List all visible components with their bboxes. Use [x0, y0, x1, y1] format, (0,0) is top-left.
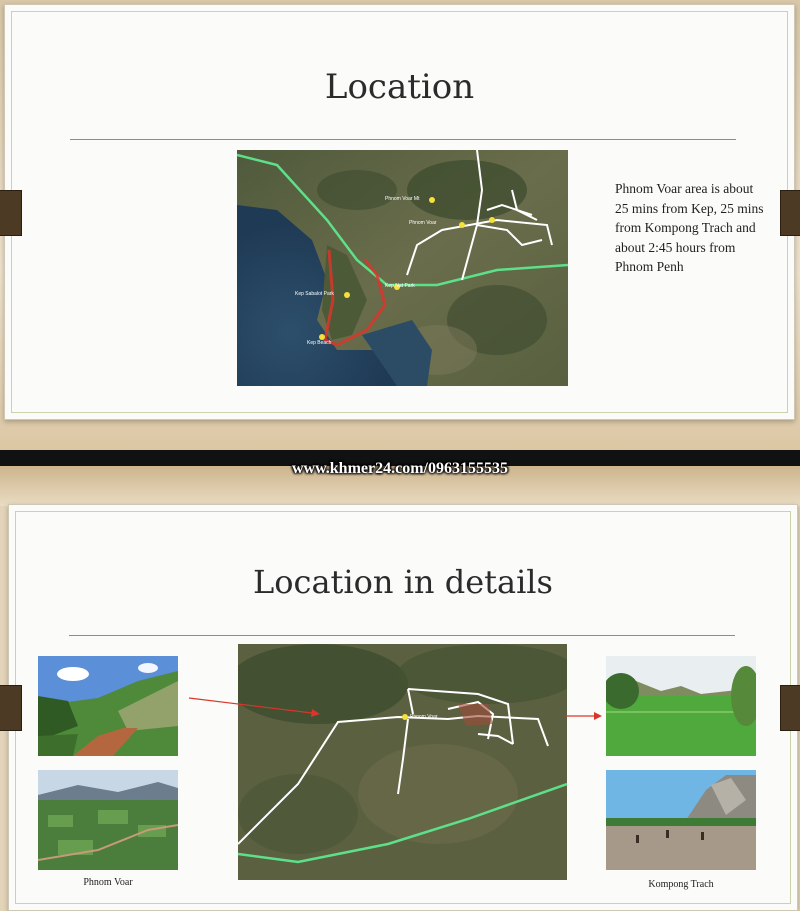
map-label-phnom-voar: Phnom Voar: [410, 714, 438, 720]
slide-title: Location: [324, 67, 475, 107]
arrow-right-icon: [187, 695, 322, 725]
slide-location: [4, 4, 795, 420]
watermark: www.khmer24.com/0963155535: [292, 460, 508, 477]
satellite-map-detail: [238, 644, 567, 880]
title-rule: [69, 635, 735, 636]
photo-kompong-trach-river: [606, 770, 756, 870]
photo-phnom-voar-aerial: [38, 770, 178, 870]
slide-title: Location in details: [253, 563, 553, 601]
satellite-map-overview: [237, 150, 568, 386]
map-label-kep-park: Kep Nat Park: [385, 283, 415, 289]
map-label-station: Phnom Voar Mt: [385, 196, 420, 202]
caption-phnom-voar: Phnom Voar: [83, 877, 133, 888]
photo-kompong-trach-field: [606, 656, 756, 756]
slide-location-details: [8, 504, 798, 911]
title-rule: [70, 139, 736, 140]
caption-kompong-trach: Kompong Trach: [648, 879, 714, 890]
photo-phnom-voar-road: [38, 656, 178, 756]
location-description: Phnom Voar area is about 25 mins from Kep, 25 mins from Kompong Trach and about 2:45 hours from Phnom Penh: [615, 181, 764, 274]
map-label-phnom-voar: Phnom Voar: [409, 220, 437, 226]
map-pin-icon: [402, 714, 408, 720]
map-label-kep-beach: Kep Beach: [307, 340, 332, 346]
slide-tab-right: [780, 685, 800, 731]
slide-tab-left: [0, 190, 22, 236]
slide-tab-left: [0, 685, 22, 731]
arrow-right-icon: [564, 710, 604, 722]
map-label-kep-sabalot: Kep Sabalot Park: [295, 291, 334, 297]
slide-tab-right: [780, 190, 800, 236]
